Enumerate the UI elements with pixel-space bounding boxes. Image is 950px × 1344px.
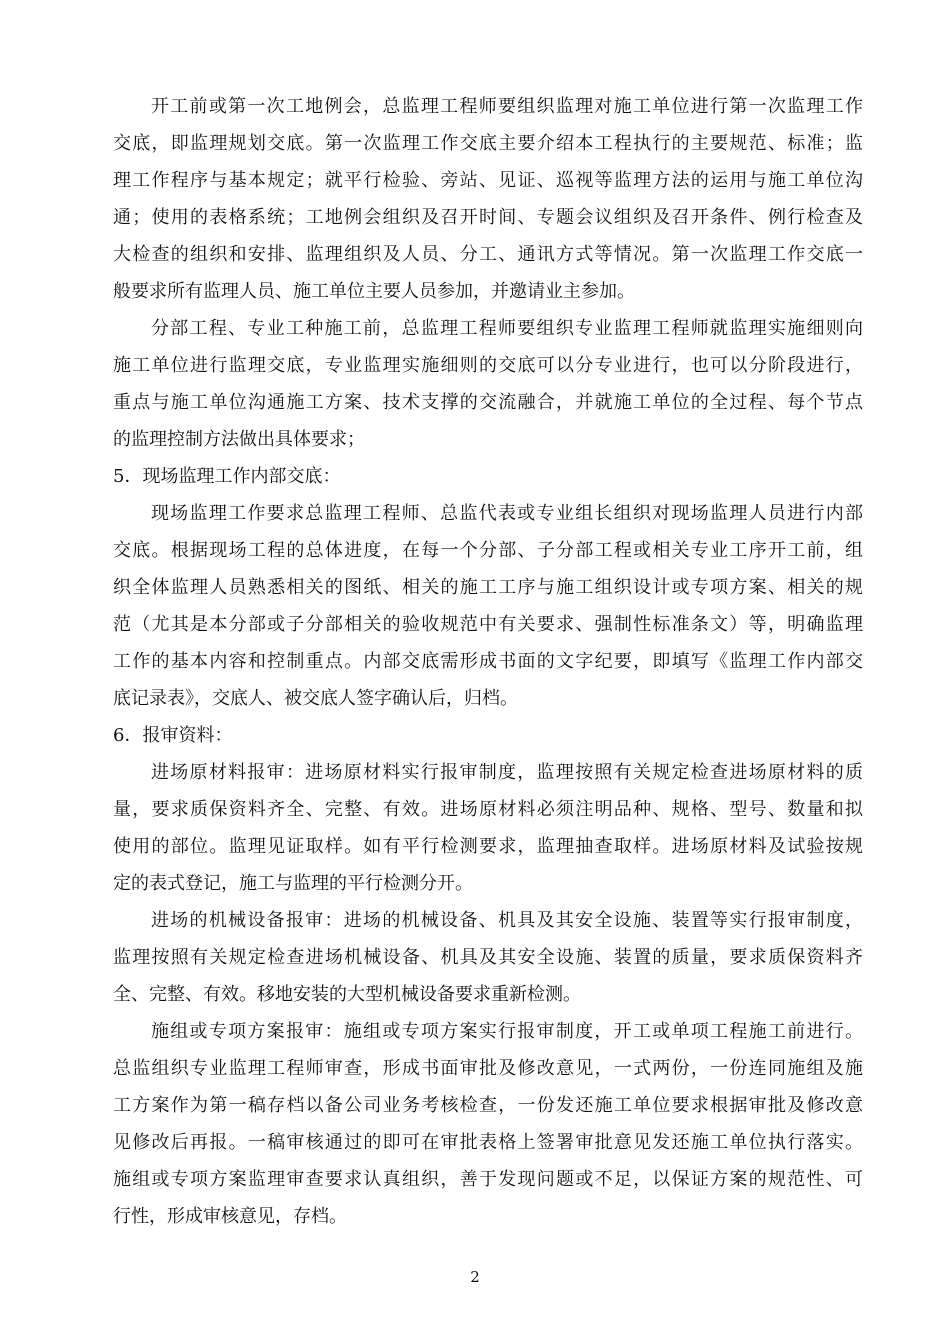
paragraph-1-line-2: 交底，即监理规划交底。第一次监理工作交底主要介绍本工程执行的主要规范、标准；监	[113, 133, 863, 154]
paragraph-1-line-6: 般要求所有监理人员、施工单位主要人员参加，并邀请业主参加。	[113, 281, 635, 302]
paragraph-4-line-3: 使用的部位。监理见证取样。如有平行检测要求，监理抽查取样。进场原材料及试验按规	[113, 836, 863, 857]
paragraph-4-line-1: 进场原材料报审：进场原材料实行报审制度，监理按照有关规定检查进场原材料的质	[151, 762, 863, 783]
paragraph-4-line-4: 定的表式登记，施工与监理的平行检测分开。	[113, 873, 473, 894]
paragraph-3-line-4: 范（尤其是本分部或子分部相关的验收规范中有关要求、强制性标准条文）等，明确监理	[113, 614, 863, 635]
paragraph-3-line-1: 现场监理工作要求总监理工程师、总监代表或专业组长组织对现场监理人员进行内部	[151, 503, 863, 524]
paragraph-2-line-3: 重点与施工单位沟通施工方案、技术支撑的交流融合，并就施工单位的全过程、每个节点	[113, 392, 863, 413]
paragraph-1-line-5: 大检查的组织和安排、监理组织及人员、分工、通讯方式等情况。第一次监理工作交底一	[113, 244, 863, 265]
paragraph-4-line-2: 量，要求质保资料齐全、完整、有效。进场原材料必须注明品种、规格、型号、数量和拟	[113, 799, 863, 820]
document-body	[113, 88, 863, 1235]
paragraph-3-line-5: 工作的基本内容和控制重点。内部交底需形成书面的文字纪要，即填写《监理工作内部交	[113, 651, 863, 672]
paragraph-6-line-5: 施组或专项方案监理审查要求认真组织，善于发现问题或不足，以保证方案的规范性、可	[113, 1169, 863, 1190]
page-number: 2	[470, 1268, 480, 1286]
paragraph-2-line-4: 的监理控制方法做出具体要求；	[113, 429, 365, 450]
paragraph-5-line-1: 进场的机械设备报审：进场的机械设备、机具及其安全设施、装置等实行报审制度，	[151, 910, 863, 931]
paragraph-2-line-1: 分部工程、专业工种施工前，总监理工程师要组织专业监理工程师就监理实施细则向	[151, 318, 863, 339]
paragraph-6-line-1: 施组或专项方案报审：施组或专项方案实行报审制度，开工或单项工程施工前进行。	[151, 1021, 863, 1042]
paragraph-5-line-2: 监理按照有关规定检查进场机械设备、机具及其安全设施、装置的质量，要求质保资料齐	[113, 947, 863, 968]
paragraph-3-line-6: 底记录表》，交底人、被交底人签字确认后，归档。	[113, 688, 518, 709]
paragraph-1-line-4: 通；使用的表格系统；工地例会组织及召开时间、专题会议组织及召开条件、例行检查及	[113, 207, 863, 228]
paragraph-6-line-6: 行性，形成审核意见，存档。	[113, 1206, 347, 1227]
paragraph-1-line-3: 理工作程序与基本规定；就平行检验、旁站、见证、巡视等监理方法的运用与施工单位沟	[113, 170, 863, 191]
paragraph-6-line-4: 见修改后再报。一稿审核通过的即可在审批表格上签署审批意见发还施工单位执行落实。	[113, 1132, 863, 1153]
paragraph-2-line-2: 施工单位进行监理交底，专业监理实施细则的交底可以分专业进行，也可以分阶段进行，	[113, 355, 863, 376]
section-heading-5: 5．现场监理工作内部交底：	[113, 466, 341, 487]
paragraph-1-line-1: 开工前或第一次工地例会，总监理工程师要组织监理对施工单位进行第一次监理工作	[151, 96, 863, 117]
paragraph-3-line-3: 织全体监理人员熟悉相关的图纸、相关的施工工序与施工组织设计或专项方案、相关的规	[113, 577, 863, 598]
paragraph-3-line-2: 交底。根据现场工程的总体进度，在每一个分部、子分部工程或相关专业工序开工前，组	[113, 540, 863, 561]
section-heading-6: 6．报审资料：	[113, 725, 233, 746]
paragraph-6-line-2: 总监组织专业监理工程师审查，形成书面审批及修改意见，一式两份，一份连同施组及施	[113, 1058, 863, 1079]
paragraph-6-line-3: 工方案作为第一稿存档以备公司业务考核检查，一份发还施工单位要求根据审批及修改意	[113, 1095, 863, 1116]
paragraph-5-line-3: 全、完整、有效。移地安装的大型机械设备要求重新检测。	[113, 984, 581, 1005]
